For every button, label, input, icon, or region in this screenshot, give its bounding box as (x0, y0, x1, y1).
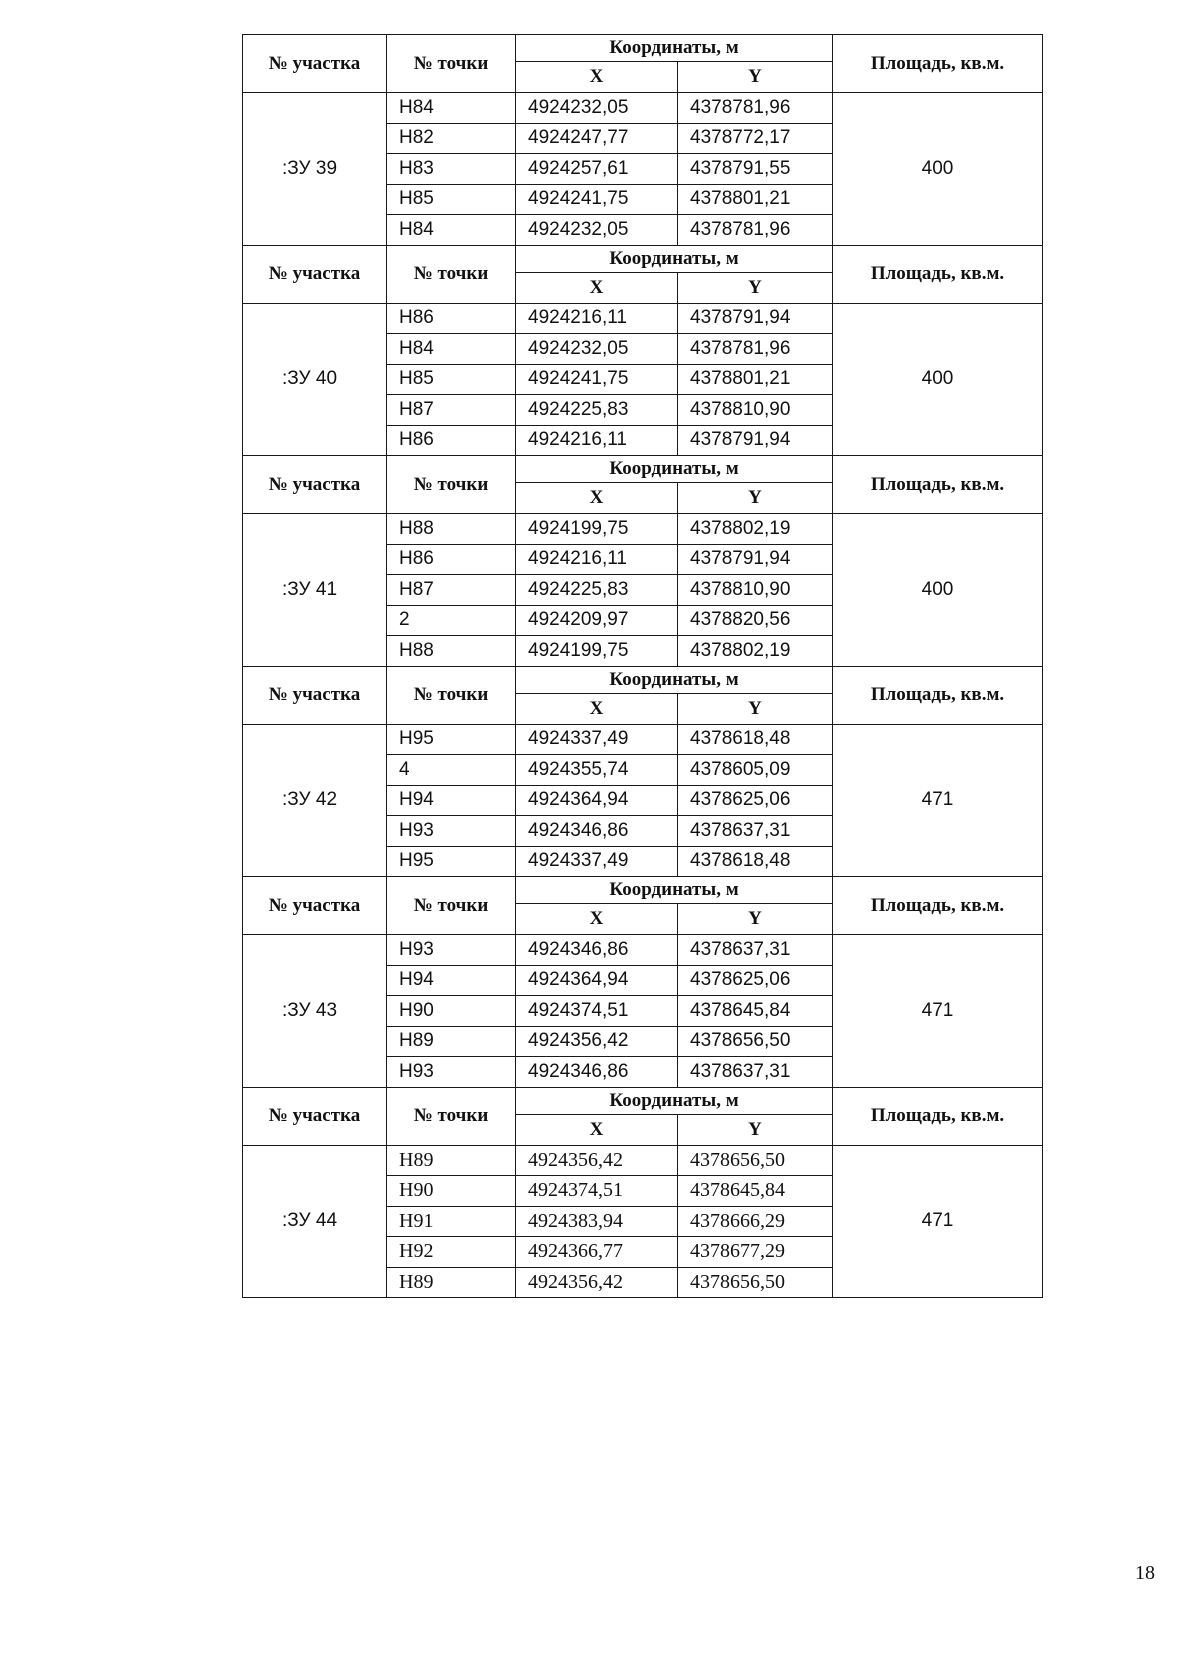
coordinate-x: 4924257,61 (516, 154, 678, 185)
header-coordinates: Координаты, м (516, 1087, 833, 1114)
point-id: Н90 (387, 1176, 516, 1207)
plot-id: :ЗУ 39 (243, 93, 387, 246)
coordinate-x: 4924366,77 (516, 1237, 678, 1268)
coordinate-x: 4924374,51 (516, 1176, 678, 1207)
header-plot-number: № участка (243, 456, 387, 514)
header-area: Площадь, кв.м. (833, 456, 1043, 514)
header-area: Площадь, кв.м. (833, 35, 1043, 93)
coordinate-y: 4378625,06 (678, 785, 833, 816)
coordinate-y: 4378656,50 (678, 1145, 833, 1176)
coordinate-x: 4924364,94 (516, 965, 678, 996)
plot-id: :ЗУ 41 (243, 514, 387, 667)
coordinate-x: 4924374,51 (516, 996, 678, 1027)
page-number: 18 (1135, 1562, 1155, 1584)
coordinate-y: 4378791,94 (678, 544, 833, 575)
coordinate-x: 4924346,86 (516, 816, 678, 847)
point-id: Н93 (387, 1057, 516, 1088)
point-id: Н91 (387, 1206, 516, 1237)
coordinate-y: 4378772,17 (678, 123, 833, 154)
header-area: Площадь, кв.м. (833, 1087, 1043, 1145)
header-x: X (516, 904, 678, 935)
coordinate-y: 4378810,90 (678, 575, 833, 606)
point-id: Н85 (387, 184, 516, 215)
header-y: Y (678, 1114, 833, 1145)
coordinate-y: 4378637,31 (678, 816, 833, 847)
header-x: X (516, 272, 678, 303)
coordinate-x: 4924232,05 (516, 334, 678, 365)
coordinate-y: 4378645,84 (678, 996, 833, 1027)
coordinate-y: 4378810,90 (678, 395, 833, 426)
header-plot-number: № участка (243, 35, 387, 93)
header-plot-number: № участка (243, 877, 387, 935)
coordinate-y: 4378801,21 (678, 184, 833, 215)
header-x: X (516, 483, 678, 514)
plot-area: 471 (833, 935, 1043, 1088)
coordinate-x: 4924241,75 (516, 364, 678, 395)
coordinate-y: 4378801,21 (678, 364, 833, 395)
coordinate-x: 4924232,05 (516, 215, 678, 246)
coordinate-x: 4924225,83 (516, 575, 678, 606)
coordinate-x: 4924356,42 (516, 1267, 678, 1298)
header-point-number: № точки (387, 666, 516, 724)
coordinate-y: 4378791,94 (678, 425, 833, 456)
point-id: Н85 (387, 364, 516, 395)
header-area: Площадь, кв.м. (833, 877, 1043, 935)
header-coordinates: Координаты, м (516, 35, 833, 62)
header-row (243, 666, 1043, 693)
header-x: X (516, 62, 678, 93)
coordinate-y: 4378802,19 (678, 636, 833, 667)
header-plot-number: № участка (243, 245, 387, 303)
header-coordinates: Координаты, м (516, 666, 833, 693)
point-id: Н88 (387, 636, 516, 667)
coordinate-x: 4924216,11 (516, 303, 678, 334)
plot-area: 400 (833, 93, 1043, 246)
point-id: 4 (387, 755, 516, 786)
coordinate-y: 4378656,50 (678, 1267, 833, 1298)
header-area: Площадь, кв.м. (833, 245, 1043, 303)
coordinate-y: 4378645,84 (678, 1176, 833, 1207)
table-row (243, 93, 1043, 124)
coordinate-x: 4924337,49 (516, 724, 678, 755)
header-point-number: № точки (387, 35, 516, 93)
point-id: Н90 (387, 996, 516, 1027)
coordinate-x: 4924225,83 (516, 395, 678, 426)
point-id: Н93 (387, 935, 516, 966)
coordinate-y: 4378637,31 (678, 935, 833, 966)
coordinate-x: 4924356,42 (516, 1026, 678, 1057)
table-row (243, 303, 1043, 334)
header-coordinates: Координаты, м (516, 245, 833, 272)
coordinate-y: 4378625,06 (678, 965, 833, 996)
header-row (243, 245, 1043, 272)
coordinates-table-body (243, 35, 1043, 1298)
plot-id: :ЗУ 43 (243, 935, 387, 1088)
coordinate-x: 4924355,74 (516, 755, 678, 786)
coordinate-y: 4378666,29 (678, 1206, 833, 1237)
point-id: Н89 (387, 1267, 516, 1298)
point-id: Н87 (387, 575, 516, 606)
coordinate-x: 4924216,11 (516, 425, 678, 456)
coordinate-y: 4378781,96 (678, 334, 833, 365)
point-id: Н86 (387, 544, 516, 575)
point-id: Н84 (387, 215, 516, 246)
header-coordinates: Координаты, м (516, 456, 833, 483)
header-area: Площадь, кв.м. (833, 666, 1043, 724)
coordinate-x: 4924199,75 (516, 514, 678, 545)
table-row (243, 935, 1043, 966)
header-y: Y (678, 904, 833, 935)
point-id: Н82 (387, 123, 516, 154)
plot-id: :ЗУ 40 (243, 303, 387, 456)
coordinate-y: 4378618,48 (678, 724, 833, 755)
point-id: Н88 (387, 514, 516, 545)
coordinate-x: 4924346,86 (516, 1057, 678, 1088)
coordinate-x: 4924232,05 (516, 93, 678, 124)
header-row (243, 877, 1043, 904)
header-point-number: № точки (387, 245, 516, 303)
coordinate-y: 4378618,48 (678, 846, 833, 877)
table-row (243, 514, 1043, 545)
coordinate-x: 4924364,94 (516, 785, 678, 816)
plot-area: 400 (833, 303, 1043, 456)
point-id: Н87 (387, 395, 516, 426)
header-row (243, 1087, 1043, 1114)
coordinate-y: 4378791,94 (678, 303, 833, 334)
header-row (243, 35, 1043, 62)
coordinate-x: 4924216,11 (516, 544, 678, 575)
coordinate-y: 4378677,29 (678, 1237, 833, 1268)
plot-area: 471 (833, 724, 1043, 877)
header-y: Y (678, 483, 833, 514)
point-id: Н84 (387, 93, 516, 124)
coordinate-x: 4924247,77 (516, 123, 678, 154)
header-coordinates: Координаты, м (516, 877, 833, 904)
coordinate-x: 4924346,86 (516, 935, 678, 966)
coordinate-x: 4924199,75 (516, 636, 678, 667)
table-row (243, 724, 1043, 755)
coordinate-x: 4924209,97 (516, 605, 678, 636)
coordinate-y: 4378656,50 (678, 1026, 833, 1057)
point-id: Н89 (387, 1145, 516, 1176)
plot-area: 400 (833, 514, 1043, 667)
point-id: Н93 (387, 816, 516, 847)
coordinate-y: 4378605,09 (678, 755, 833, 786)
header-row (243, 456, 1043, 483)
point-id: Н86 (387, 303, 516, 334)
point-id: 2 (387, 605, 516, 636)
plot-id: :ЗУ 42 (243, 724, 387, 877)
coordinates-table (242, 34, 1043, 1298)
point-id: Н86 (387, 425, 516, 456)
point-id: Н84 (387, 334, 516, 365)
point-id: Н94 (387, 965, 516, 996)
plot-area: 471 (833, 1145, 1043, 1298)
coordinate-x: 4924337,49 (516, 846, 678, 877)
point-id: Н89 (387, 1026, 516, 1057)
header-plot-number: № участка (243, 1087, 387, 1145)
coordinate-x: 4924356,42 (516, 1145, 678, 1176)
point-id: Н95 (387, 724, 516, 755)
coordinate-y: 4378791,55 (678, 154, 833, 185)
header-plot-number: № участка (243, 666, 387, 724)
plot-id: :ЗУ 44 (243, 1145, 387, 1298)
point-id: Н94 (387, 785, 516, 816)
coordinate-y: 4378637,31 (678, 1057, 833, 1088)
coordinate-y: 4378820,56 (678, 605, 833, 636)
coordinate-y: 4378802,19 (678, 514, 833, 545)
point-id: Н92 (387, 1237, 516, 1268)
header-x: X (516, 1114, 678, 1145)
point-id: Н95 (387, 846, 516, 877)
header-point-number: № точки (387, 877, 516, 935)
table-row (243, 1145, 1043, 1176)
coordinate-y: 4378781,96 (678, 215, 833, 246)
coordinate-y: 4378781,96 (678, 93, 833, 124)
point-id: Н83 (387, 154, 516, 185)
header-y: Y (678, 62, 833, 93)
header-y: Y (678, 272, 833, 303)
header-x: X (516, 693, 678, 724)
coordinate-x: 4924241,75 (516, 184, 678, 215)
header-y: Y (678, 693, 833, 724)
header-point-number: № точки (387, 456, 516, 514)
header-point-number: № точки (387, 1087, 516, 1145)
coordinate-x: 4924383,94 (516, 1206, 678, 1237)
